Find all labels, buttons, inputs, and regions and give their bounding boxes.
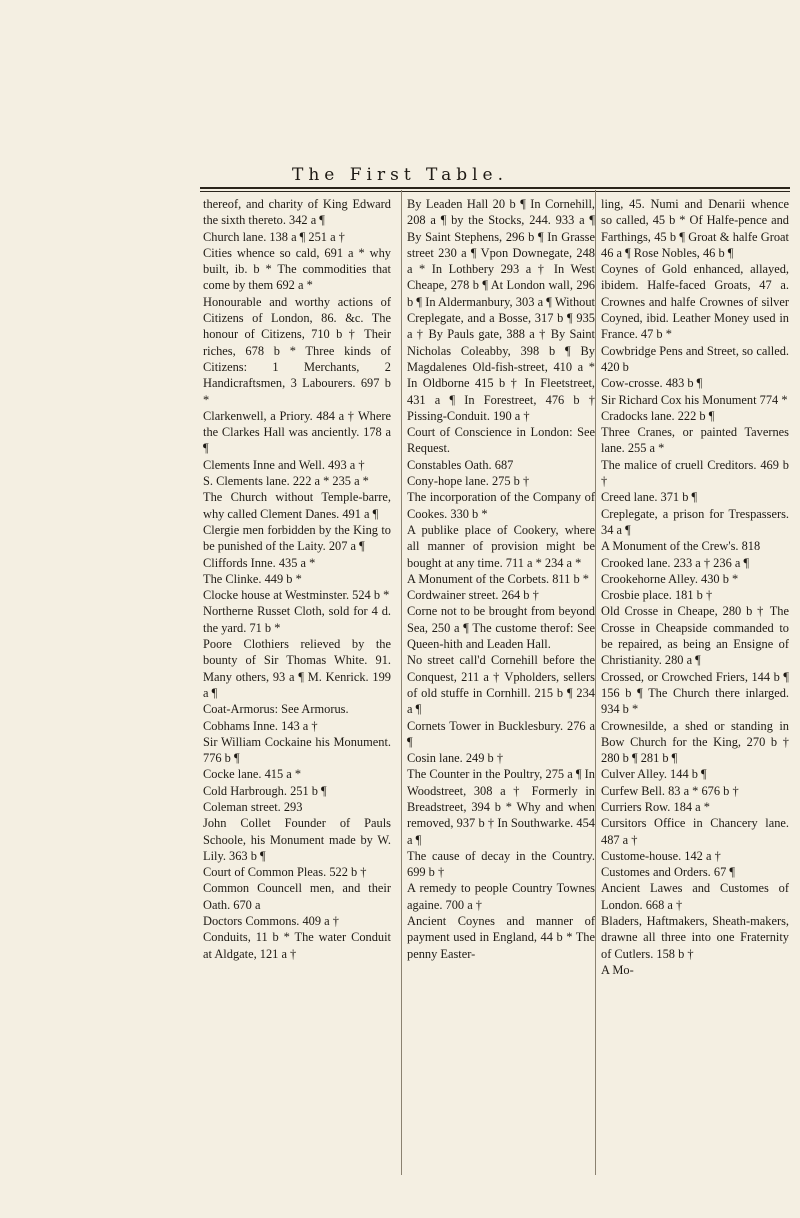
index-entry: The Clinke. 449 b *	[203, 571, 302, 586]
index-entry: Cradocks lane. 222 b ¶	[601, 408, 715, 423]
index-entry: Creplegate, a prison for Trespassers. 34 a ¶	[601, 506, 789, 537]
index-entry: Cosin lane. 249 b †	[407, 751, 504, 766]
index-entry: Doctors Commons. 409 a †	[203, 914, 339, 929]
index-entry: No street call'd Cornehill before the Conquest, 211 a † Vpholders, sellers of old stuffe in Cornhill. 215 b ¶ 234 a ¶	[407, 653, 595, 717]
index-entry: Clocke house at Westminster. 524 b *	[203, 588, 390, 603]
index-entry: Curfew Bell. 83 a * 676 b †	[601, 783, 739, 798]
running-head: The First Table.	[291, 165, 508, 185]
index-entry: Conduits, 11 b * The water Conduit at Aldgate, 121 a †	[203, 930, 391, 961]
index-entry: Cow-crosse. 483 b ¶	[601, 376, 703, 391]
index-entry: thereof, and charity of King Edward the sixth thereto. 342 a ¶	[203, 197, 391, 228]
index-entry: Ancient Coynes and manner of payment used in England, 44 b * The penny Easter-	[407, 914, 595, 961]
index-entry: John Collet Founder of Pauls Schoole, his Monument made by W. Lily. 363 b ¶	[203, 816, 391, 863]
index-entry: Cowbridge Pens and Street, so called. 420 b	[601, 343, 789, 374]
index-entry: A Mo-	[601, 962, 634, 977]
index-entry: A Monument of the Corbets. 811 b *	[407, 571, 589, 586]
index-entry: The incorporation of the Company of Cookes. 330 b *	[407, 490, 595, 521]
index-entry: Common Councell men, and their Oath. 670 a	[203, 881, 391, 912]
index-entry: Curriers Row. 184 a *	[601, 799, 710, 814]
index-entry: Church lane. 138 a ¶ 251 a †	[203, 229, 345, 244]
index-entry: Cliffords Inne. 435 a *	[203, 555, 316, 570]
index-entry: Coat-Armorus: See Armorus.	[203, 702, 349, 717]
index-entry: The Church without Temple-barre, why called Clement Danes. 491 a ¶	[203, 490, 391, 521]
index-entry: Crownesilde, a shed or standing in Bow Church for the King, 270 b † 280 b ¶ 281 b ¶	[601, 718, 789, 766]
index-entry: Culver Alley. 144 b ¶	[601, 767, 707, 782]
index-column-1	[203, 196, 391, 962]
column-divider	[595, 190, 596, 1175]
index-entry: Constables Oath. 687	[407, 457, 514, 472]
index-entry: Clements Inne and Well. 493 a †	[203, 457, 365, 472]
index-entry: Poore Clothiers relieved by the bounty of Sir Thomas White. 91. Many others, 93 a ¶ M. Kenrick. 199 a ¶	[203, 637, 391, 700]
index-entry: Northerne Russet Cloth, sold for 4 d. the yard. 71 b *	[203, 604, 391, 635]
index-entry: Coleman street. 293	[203, 799, 303, 814]
index-entry: Customes and Orders. 67 ¶	[601, 865, 735, 880]
index-entry: Clergie men forbidden by the King to be punished of the Laity. 207 a ¶	[203, 522, 391, 554]
index-entry: Cobhams Inne. 143 a †	[203, 718, 318, 733]
index-entry: Sir Richard Cox his Monument 774 *	[601, 392, 788, 407]
index-entry: Ancient Lawes and Customes of London. 668 a †	[601, 881, 789, 912]
index-entry: Sir William Cockaine his Monument. 776 b ¶	[203, 734, 391, 766]
index-entry: Cities whence so cald, 691 a * why built, ib. b * The commodities that come by them 692 a *	[203, 245, 391, 293]
index-entry: Creed lane. 371 b ¶	[601, 490, 698, 505]
index-entry: The malice of cruell Creditors. 469 b †	[601, 457, 789, 489]
index-entry: By Leaden Hall 20 b ¶ In Cornehill, 208 a ¶ by the Stocks, 244. 933 a ¶ By Saint Stephens, 296 b ¶ In Grasse street 230 a ¶ Vpon Downegate, 248 a * In Lothbery 293 a † In West Cheape, 278 b ¶ At London wall, 296 b ¶ In Aldermanbury, 303 a ¶ Without Creplegate, and a Bosse, 317 b ¶ 935 a † By Pauls gate, 388 a † By Saint Nicholas Coleabby, 398 b ¶ By Magdalenes Old-fish-street, 410 a * In Oldborne 415 b † In Fleetstreet, 431 a ¶ In Forestreet, 476 b † Pissing-Conduit. 190 a †	[407, 197, 595, 423]
index-entry: Old Crosse in Cheape, 280 b † The Crosse in Cheapside commanded to be repaired, as being an Ensigne of Christianity. 280 a ¶	[601, 604, 789, 668]
index-entry: Cordwainer street. 264 b †	[407, 588, 539, 603]
index-entry: Cornets Tower in Bucklesbury. 276 a ¶	[407, 718, 595, 749]
index-entry: Cursitors Office in Chancery lane. 487 a †	[601, 816, 789, 847]
index-entry: Crosbie place. 181 b †	[601, 588, 713, 603]
head-rule-thick	[200, 187, 790, 189]
index-column-3	[601, 196, 789, 978]
index-entry: Court of Common Pleas. 522 b †	[203, 865, 367, 880]
index-entry: Cony-hope lane. 275 b †	[407, 474, 530, 489]
index-entry: The cause of decay in the Country. 699 b †	[407, 848, 595, 880]
index-entry: Bladers, Haftmakers, Sheath-makers, drawne all three into one Fraternity of Cutlers. 158 b †	[601, 914, 789, 961]
index-entry: Crossed, or Crowched Friers, 144 b ¶ 156 b ¶ The Church there inlarged. 934 b *	[601, 669, 789, 717]
index-column-2	[407, 196, 595, 962]
index-entry: A remedy to people Country Townes againe. 700 a †	[407, 881, 595, 912]
index-entry: The Counter in the Poultry, 275 a ¶ In Woodstreet, 308 a † Formerly in Breadstreet, 394 b * Why and when removed, 937 b † In Southwarke. 454 a ¶	[407, 767, 595, 847]
index-entry: ling, 45. Numi and Denarii whence so called, 45 b * Of Halfe-pence and Farthings, 45 b ¶ Groat & halfe Groat 46 a ¶ Rose Nobles, 46 b ¶	[601, 197, 789, 260]
index-entry: Cocke lane. 415 a *	[203, 767, 302, 782]
index-entry: Corne not to be brought from beyond Sea, 250 a ¶ The custome therof: See Queen-hith and Leaden Hall.	[407, 604, 595, 652]
index-entry: Cold Harbrough. 251 b ¶	[203, 783, 327, 798]
head-rule-thin	[200, 191, 790, 192]
index-entry: Honourable and worthy actions of Citizens of London, 86. &c. The honour of Citizens, 710 b † Their riches, 678 b * Three kinds of Citizens: 1 Merchants, 2 Handicraftsmen, 3 Labourers. 697 b *	[203, 294, 391, 407]
index-entry: A publike place of Cookery, where all manner of provision might be bought at any time. 711 a * 234 a *	[407, 522, 595, 570]
index-entry: A Monument of the Crew's. 818	[601, 539, 761, 554]
index-entry: Crooked lane. 233 a † 236 a ¶	[601, 555, 750, 570]
index-entry: Clarkenwell, a Priory. 484 a † Where the Clarkes Hall was anciently. 178 a ¶	[203, 408, 391, 456]
index-entry: S. Clements lane. 222 a * 235 a *	[203, 474, 369, 489]
index-entry: Three Cranes, or painted Tavernes lane. 255 a *	[601, 425, 789, 456]
column-divider	[401, 190, 402, 1175]
index-entry: Coynes of Gold enhanced, allayed, ibidem. Halfe-faced Groats, 47 a. Crownes and halfe Crownes of silver Coyned, ibid. Leather Money used in France. 47 b *	[601, 262, 789, 342]
index-entry: Court of Conscience in London: See Request.	[407, 425, 595, 456]
index-entry: Custome-house. 142 a †	[601, 848, 721, 863]
index-entry: Crookehorne Alley. 430 b *	[601, 571, 739, 586]
